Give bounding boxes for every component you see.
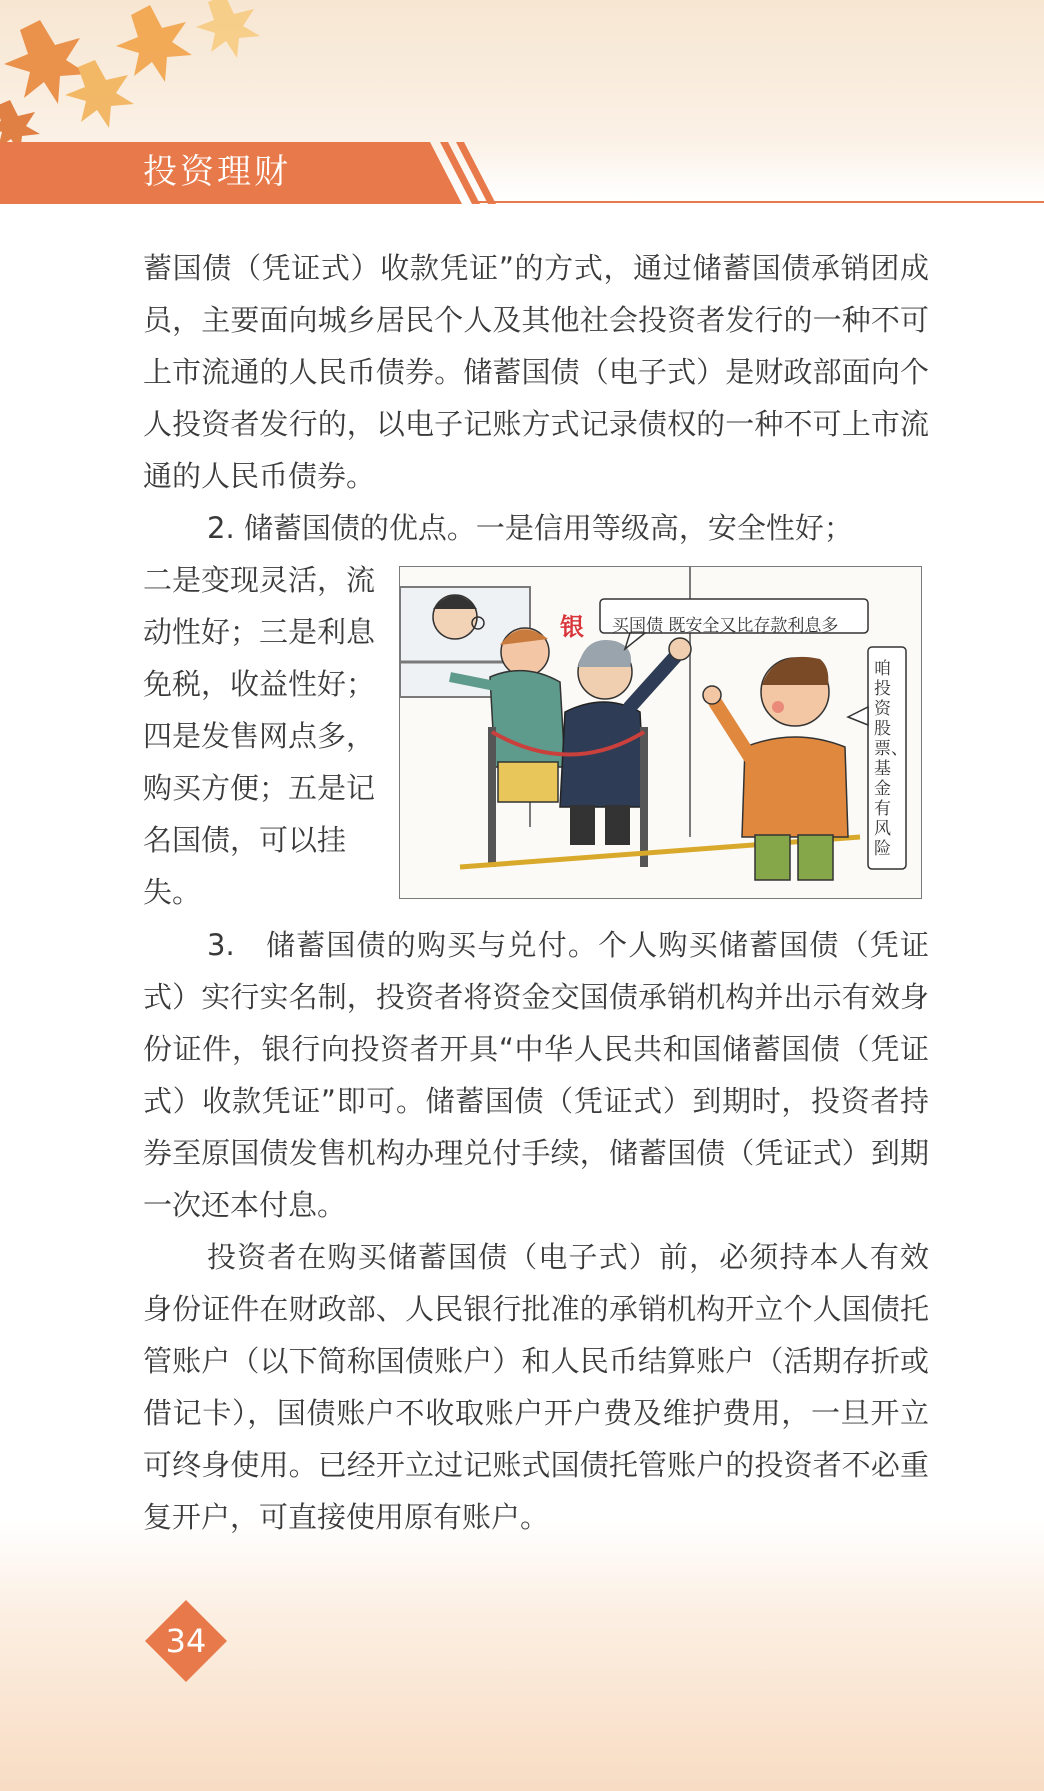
bank-sign: 银 <box>560 612 584 641</box>
page-number-badge <box>143 1598 229 1684</box>
speech-bubble-side: 咱投资股票、基金有风险 <box>874 659 908 859</box>
paragraph-1: 蓄国债（凭证式）收款凭证”的方式，通过储蓄国债承销团成员，主要面向城乡居民个人及其他社会投资者发行的一种不可上市流通的人民币债券。储蓄国债（电子式）是财政部面向个人投资者发行的，以电子记账方式记录债权的一种不可上市流通的人民币债券。 <box>143 251 929 493</box>
section-title: 投资理财 <box>143 152 291 192</box>
bond-purchase-illustration <box>399 566 922 899</box>
paragraph-4: 投资者在购买储蓄国债（电子式）前，必须持本人有效身份证件在财政部、人民银行批准的承销机构开立个人国债托管账户（以下简称国债账户）和人民币结算账户（活期存折或借记卡），国债账户不收取账户开户费及维护费用，一旦开立可终身使用。已经开立过记账式国债托管账户的投资者不必重复开户，可直接使用原有账户。 <box>143 1240 929 1534</box>
maple-leaves-decoration <box>0 0 300 160</box>
page-number: 34 <box>165 1622 207 1660</box>
paragraph-2-heading: 2. 储蓄国债的优点。一是信用等级高，安全性好； <box>207 511 853 545</box>
speech-bubble-main: 买国债 既安全又比存款利息多 <box>612 616 839 636</box>
paragraph-2-side-text: 二是变现灵活，流动性好；三是利息免税，收益性好；四是发售网点多，购买方便；五是记名国债，可以挂失。 <box>143 563 376 909</box>
paragraph-3: 3. 储蓄国债的购买与兑付。个人购买储蓄国债（凭证式）实行实名制，投资者将资金交国债承销机构并出示有效身份证件，银行向投资者开具“中华人民共和国储蓄国债（凭证式）收款凭证”即可。储蓄国债（凭证式）到期时，投资者持券至原国债发售机构办理兑付手续，储蓄国债（凭证式）到期一次还本付息。 <box>143 928 929 1222</box>
